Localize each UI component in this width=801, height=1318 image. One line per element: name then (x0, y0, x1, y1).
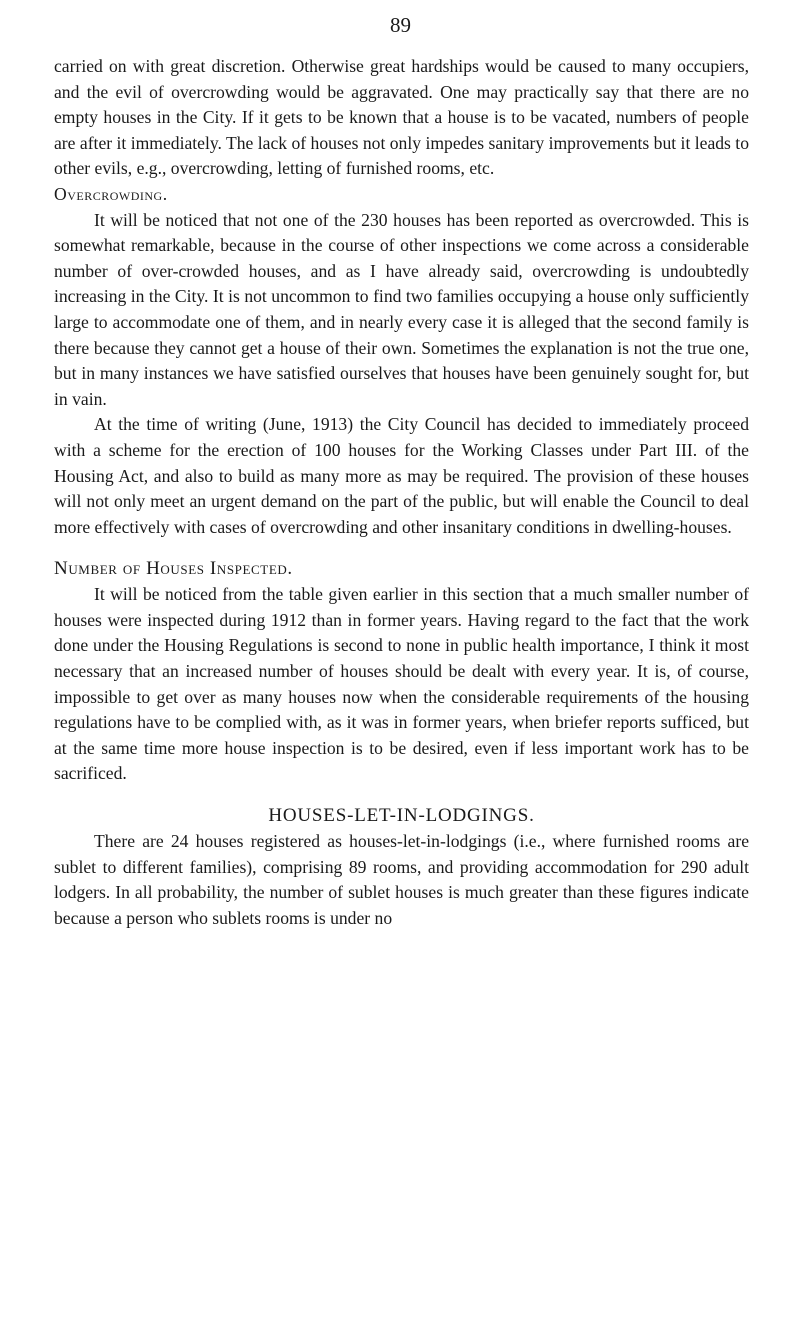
section-gap (54, 540, 749, 556)
page-number: 89 (390, 13, 411, 37)
houses-let-in-lodgings-heading: HOUSES-LET-IN-LODGINGS. (268, 805, 535, 827)
paragraph-council-scheme: At the time of writing (June, 1913) the City Council has decided to immediately proceed with a scheme for the erection of 100 houses for the Working Classes under Part III. of the Housing Act, and also to build as many more as may be required. The provision of these houses will not only meet an urgent demand on the part of the public, but will enable the Council to deal more effectively with cases of overcrowding and other insanitary conditions in dwelling-houses. (54, 414, 749, 537)
paragraph-housing-discretion: carried on with great discretion. Otherwise great hardships would be caused to many occupiers, and the evil of overcrowding would be aggravated. One may practically say that there are no empty houses in the City. If it gets to be known that a house is to be vacated, numbers of people are after it immediately. The lack of houses not only impedes sanitary improvements but it leads to other evils, e.g., overcrowding, letting of furnished rooms, etc. (54, 56, 749, 179)
body-text (54, 54, 749, 931)
paragraph-lodgings: There are 24 houses registered as houses-let-in-lodgings (i.e., where furnished rooms are sublet to different families), comprising 89 rooms, and providing accommodation for 290 adult lodgers. In all probability, the number of sublet houses is much greater than these figures indicate because a person who sublets rooms is under no (54, 831, 749, 928)
overcrowding-heading: Overcrowding. (54, 183, 168, 204)
number-of-houses-heading: Number of Houses Inspected. (54, 558, 293, 580)
paragraph-overcrowding: It will be noticed that not one of the 230 houses has been reported as overcrowded. This is somewhat remarkable, because in the course of other inspections we come across a considerable number of over-crowded houses, and as I have already said, overcrowding is undoubtedly increasing in the City. It is not uncommon to find two families occupying a house only sufficiently large to accommodate one of them, and in nearly every case it is alleged that the second family is there because they cannot get a house of their own. Sometimes the explanation is not the true one, but in many instances we have satisfied ourselves that houses have been genuinely sought for, but in vain. (54, 209, 749, 409)
section-gap (54, 787, 749, 803)
paragraph-houses-inspected: It will be noticed from the table given earlier in this section that a much smaller number of houses were inspected during 1912 than in former years. Having regard to the fact that the work done under the Housing Regulations is second to none in public health importance, I think it most necessary that an increased number of houses should be dealt with every year. It is, of course, impossible to get over as many houses now when the considerable requirements of the housing regulations have to be complied with, as it was in former years, when briefer reports sufficed, but at the same time more house inspection is to be desired, even if less important work has to be sacrificed. (54, 584, 749, 784)
